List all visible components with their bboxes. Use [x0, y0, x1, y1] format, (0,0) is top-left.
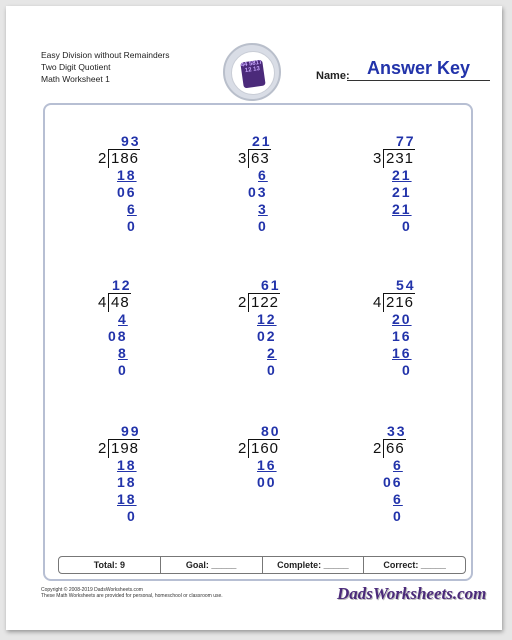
work-step: 06: [383, 474, 403, 490]
work-step: 0: [267, 362, 277, 378]
dividend: 48: [111, 294, 130, 311]
divisor: 4: [373, 294, 382, 311]
work-step: 6: [258, 167, 268, 183]
work-step: 16: [257, 457, 277, 473]
dividend: 231: [386, 150, 415, 167]
worksheet-page: [6, 6, 502, 630]
work-step: 02: [257, 328, 277, 344]
work-step: 3: [258, 201, 268, 217]
quotient-answer: 21: [252, 133, 272, 149]
work-step: 8: [118, 345, 128, 361]
dividend: 66: [386, 440, 405, 457]
work-step: 4: [118, 311, 128, 327]
copyright-line-2: These Math Worksheets are provided for personal, homeschool or classroom use.: [41, 593, 223, 599]
divisor: 2: [373, 440, 382, 457]
divisor: 4: [98, 294, 107, 311]
title-line-3: Math Worksheet 1: [41, 74, 110, 84]
work-step: 6: [393, 491, 403, 507]
dividend: 198: [111, 440, 140, 457]
work-step: 0: [127, 218, 137, 234]
division-problem: [230, 133, 340, 243]
work-step: 0: [402, 218, 412, 234]
badge-math-icon: 44 5817 12 13: [240, 60, 265, 89]
work-step: 21: [392, 201, 412, 217]
name-label: Name:: [316, 70, 350, 82]
answer-key-label: Answer Key: [366, 58, 471, 78]
work-step: 0: [118, 362, 128, 378]
work-step: 00: [257, 474, 277, 490]
work-step: 6: [393, 457, 403, 473]
dividend: 160: [251, 440, 280, 457]
work-step: 0: [393, 508, 403, 524]
quotient-answer: 33: [387, 423, 407, 439]
work-step: 03: [248, 184, 268, 200]
dadsworksheets-logo: DadsWorksheets.com: [337, 584, 487, 603]
complete-field: Complete: _____: [263, 557, 365, 573]
division-problem: [90, 423, 200, 533]
work-step: 16: [392, 345, 412, 361]
title-line-2: Two Digit Quotient: [41, 62, 111, 72]
divisor: 2: [98, 150, 107, 167]
dividend: 63: [251, 150, 270, 167]
division-problem: [90, 133, 200, 243]
divisor: 3: [373, 150, 382, 167]
work-step: 08: [108, 328, 128, 344]
total-field: Total: 9: [59, 557, 161, 573]
badge-inner: [231, 51, 275, 95]
work-step: 16: [392, 328, 412, 344]
dividend: 122: [251, 294, 280, 311]
quotient-answer: 80: [261, 423, 281, 439]
division-problem: [365, 133, 475, 243]
goal-field: Goal: _____: [161, 557, 263, 573]
work-step: 0: [258, 218, 268, 234]
worksheet-title: [41, 49, 170, 85]
quotient-answer: 61: [261, 277, 281, 293]
title-line-1: Easy Division without Remainders: [41, 50, 170, 60]
work-step: 18: [117, 457, 137, 473]
divisor: 2: [238, 440, 247, 457]
work-step: 06: [117, 184, 137, 200]
divisor: 2: [98, 440, 107, 457]
copyright: [41, 587, 223, 599]
divisor: 2: [238, 294, 247, 311]
work-step: 0: [402, 362, 412, 378]
work-step: 20: [392, 311, 412, 327]
quotient-answer: 93: [121, 133, 141, 149]
work-step: 12: [257, 311, 277, 327]
quotient-answer: 54: [396, 277, 416, 293]
work-step: 21: [392, 184, 412, 200]
worksheet-badge: [223, 43, 281, 101]
dividend: 186: [111, 150, 140, 167]
copyright-line-1: Copyright © 2008-2019 DadsWorksheets.com: [41, 587, 143, 593]
division-problem: [230, 277, 340, 387]
name-line: [347, 80, 490, 81]
division-problem: [90, 277, 200, 387]
division-problem: [230, 423, 340, 533]
work-step: 18: [117, 474, 137, 490]
quotient-answer: 12: [112, 277, 132, 293]
quotient-answer: 99: [121, 423, 141, 439]
work-step: 6: [127, 201, 137, 217]
score-footer: [58, 556, 466, 574]
work-step: 2: [267, 345, 277, 361]
work-step: 21: [392, 167, 412, 183]
work-step: 18: [117, 167, 137, 183]
work-step: 18: [117, 491, 137, 507]
quotient-answer: 77: [396, 133, 416, 149]
correct-field: Correct: _____: [383, 560, 446, 570]
work-step: 0: [127, 508, 137, 524]
division-problem: [365, 277, 475, 387]
problems-frame: [43, 103, 473, 581]
dividend: 216: [386, 294, 415, 311]
divisor: 3: [238, 150, 247, 167]
division-problem: [365, 423, 475, 533]
